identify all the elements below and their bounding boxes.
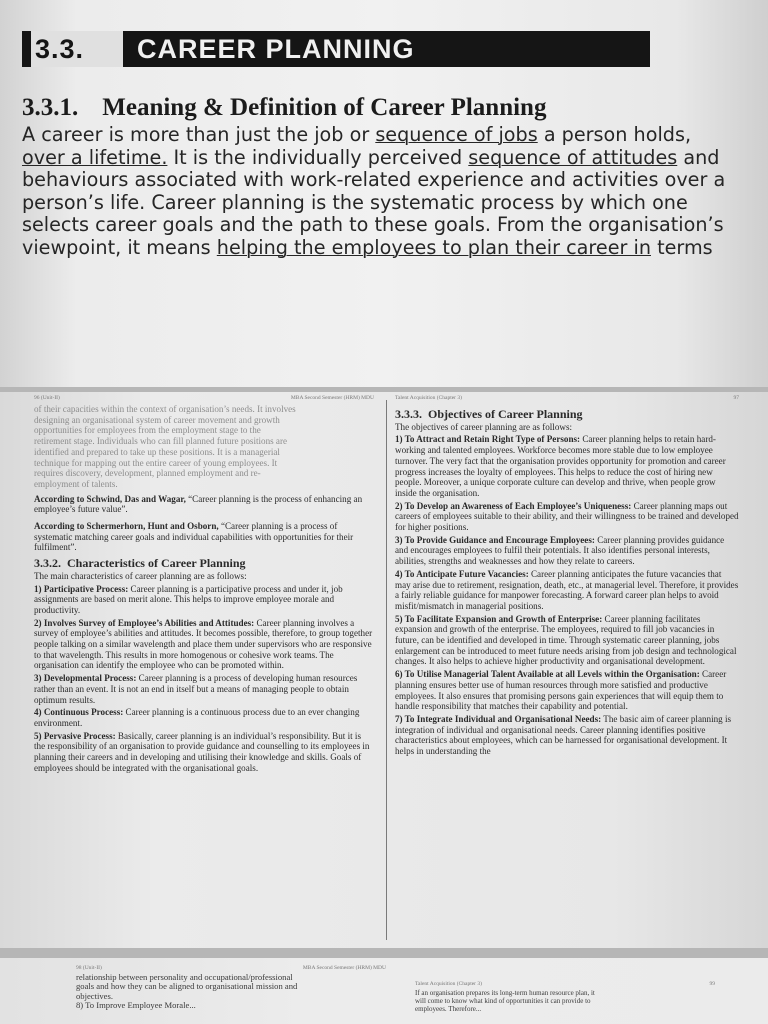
intro-line: of their capacities within the context of organisation’s needs. It involves [34,404,296,414]
left-page [34,392,374,948]
objective-item: 1) To Attract and Retain Right Type of Persons: Career planning helps to retain hard-working and talented employees. Workforce becomes more stable due to low employee turnover. The very fact that the organisation provides opportunity for promotion and career progress increases the loyalty of employees. This helps to reduce the cost of hiring new people. Moreover, a unique corporate culture can develop and thrive, when people grow inside the organisation. [395,434,726,498]
text-line: will come to know what kind of opportunities it can provide to [415,997,591,1005]
definition-line: A career is more than just the job or sequence of jobs a person holds, [22,123,692,146]
characteristic-item: 2) Involves Survey of Employee’s Abilities and Attitudes: Career planning involves a survey of employee’s abilities and attitudes. It becomes possible, therefore, to group together people talking on a similar wavelength and place them under supervisors who are responsive to that wavelength. This results in more homogenous or cohesive work teams. The organisation can identify the employee who can be promoted within. [34,617,373,671]
section-heading-bar [22,31,650,67]
intro-line: identified and prepared to take up these positions. It is a managerial [34,446,280,457]
objectives-heading: 3.3.3. Objectives of Career Planning [395,407,583,421]
characteristics-list [34,584,374,774]
objectives-list [395,434,739,756]
subsection-heading [22,94,546,122]
objective-item: 4) To Anticipate Future Vacancies: Career planning anticipates the future vacancies that may arise due to retirement, resignation, death, etc., at managerial level. Therefore, it provides a fairly reliable guidance for manpower forecasting. A forward career plan helps to avoid misfit/mismatch in managerial positions. [395,568,739,611]
running-head-chapter: Talent Acquisition (Chapter 3) [395,395,462,401]
right-page [395,392,739,948]
quote-schermerhorn: According to Schermerhorn, Hunt and Osborn, “Career planning is a process of systematic matching career goals and individual capabilities with opportunities for their fulfilment”. [34,521,354,553]
characteristic-item: 3) Developmental Process: Career planning is a process of developing human resources rather than an event. It is not an end in itself but a means of managing people to obtain optimum results. [34,673,358,705]
running-head-unit: 96 (Unit-II) [34,395,60,401]
intro-paragraph [34,404,374,490]
characteristics-heading: 3.3.2. Characteristics of Career Planning [34,556,246,571]
running-head-course: MBA Second Semester (HRM) MDU [290,395,374,401]
definition-line: selects career goals and the path to these goals. From the organisation’s [22,213,724,237]
intro-line: technique for mapping out the entire career of young employees. It [34,457,278,468]
characteristic-item: 4) Continuous Process: Career planning is a continuous process due to an ever changing environment. [34,707,360,728]
intro-line: retirement stage. Individuals who can fill planned future positions are [34,436,288,447]
bottom-left-page [76,964,386,1011]
bottom-left-running-head: 98 (Unit-II) MBA Second Semester (HRM) MDU [76,965,386,971]
text-line: 8) To Improve Employee Morale... [76,1000,196,1011]
objective-item: 7) To Integrate Individual and Organisational Needs: The basic aim of career planning is integration of individual and organisational needs. Career planning identifies positive characteristics about employees, which can be harnessed for organisational development. It helps in understanding the [395,713,732,757]
definition-line: person’s life. Career planning is the systematic process by which one [22,190,688,214]
definition-line: viewpoint, it means helping the employees to plan their career in terms [22,235,713,259]
section-number: 3.3. [31,31,123,67]
page-gutter [386,400,387,940]
right-running-head [395,392,739,404]
characteristic-item: 1) Participative Process: Career planning is a participative process and under it, job assignments are based on merit alone. This helps to improve employee morale and productivity. [34,583,343,615]
intro-line: requires discovery, development, planned employment and re- [34,468,261,479]
text-line: relationship between personality and occupational/professional [76,972,293,982]
definition-line: over a lifetime. It is the individually perceived sequence of attitudes and [22,145,720,169]
bottom-spread-photo [0,958,768,1024]
definition-line: behaviours associated with work-related experience and activities over a [22,168,726,192]
text-line: objectives. [76,990,113,1001]
text-line: employees. Therefore... [415,1005,482,1013]
intro-line: designing an organisational system of career movement and growth [34,414,280,425]
top-page-photo [0,0,768,387]
objective-item: 6) To Utilise Managerial Talent Available at all Levels within the Organisation: Career planning ensures better use of human resources through more satisfied and productive employees. It also ensures that promising persons gain experiences that will equip them to handle responsibility that matches their capability and potential. [395,669,727,712]
left-running-head [34,392,374,404]
photo-separator [0,948,768,958]
bottom-left-text [76,973,386,1011]
bottom-right-text [415,989,715,1013]
characteristic-item: 5) Pervasive Process: Basically, career planning is an individual’s responsibility. But it is the responsibility of an organisation to provide guidance and counselling to its employees in planning their careers and in developing and utilising their knowledge and skills. Goals of employees should be integrated with the organisational goals. [34,730,370,773]
section-title: CAREER PLANNING [137,34,415,64]
middle-spread-photo [0,392,768,948]
page-number: 97 [733,395,739,401]
definition-paragraph [22,123,726,260]
quote-schwind: According to Schwind, Das and Wagar, “Career planning is the process of enhancing an employee’s future value”. [34,493,363,515]
subsection-number: 3.3.1. [22,94,79,121]
text-line: If an organisation prepares its long-term human resource plan, it [415,989,595,997]
bottom-right-page [415,980,715,1013]
intro-line: opportunities for employees from the employment stage to the [34,425,261,436]
subsection-title: Meaning & Definition of Career Planning [102,94,547,121]
objective-item: 2) To Develop an Awareness of Each Employee’s Uniqueness: Career planning maps out careers of employees suitable to their ability, and their willingness to be trained and developed for higher positions. [395,500,739,533]
intro-line: employment of talents. [34,478,118,489]
characteristics-intro: The main characteristics of career planning are as follows: [34,570,247,581]
objective-item: 3) To Provide Guidance and Encourage Employees: Career planning provides guidance and encourages employees to fulfil their potentials. It also identifies personal interests, abilities, strengths and weaknesses and how they relate to careers. [395,534,725,567]
objectives-intro: The objectives of career planning are as follows: [395,421,573,432]
objective-item: 5) To Facilitate Expansion and Growth of Enterprise: Career planning facilitates expansion and growth of the enterprise. The employees, required to fill job vacancies in future, can be identified and developed in time. Through systematic career planning, jobs enlargement can be introduced to meet future needs arising from job design and technological changes. It also helps to achieve higher productivity and organisational development. [395,613,737,667]
bottom-right-running-head: Talent Acquisition (Chapter 3) 99 [415,981,715,987]
text-line: goals and how they can be aligned to organisational mission and [76,981,298,992]
